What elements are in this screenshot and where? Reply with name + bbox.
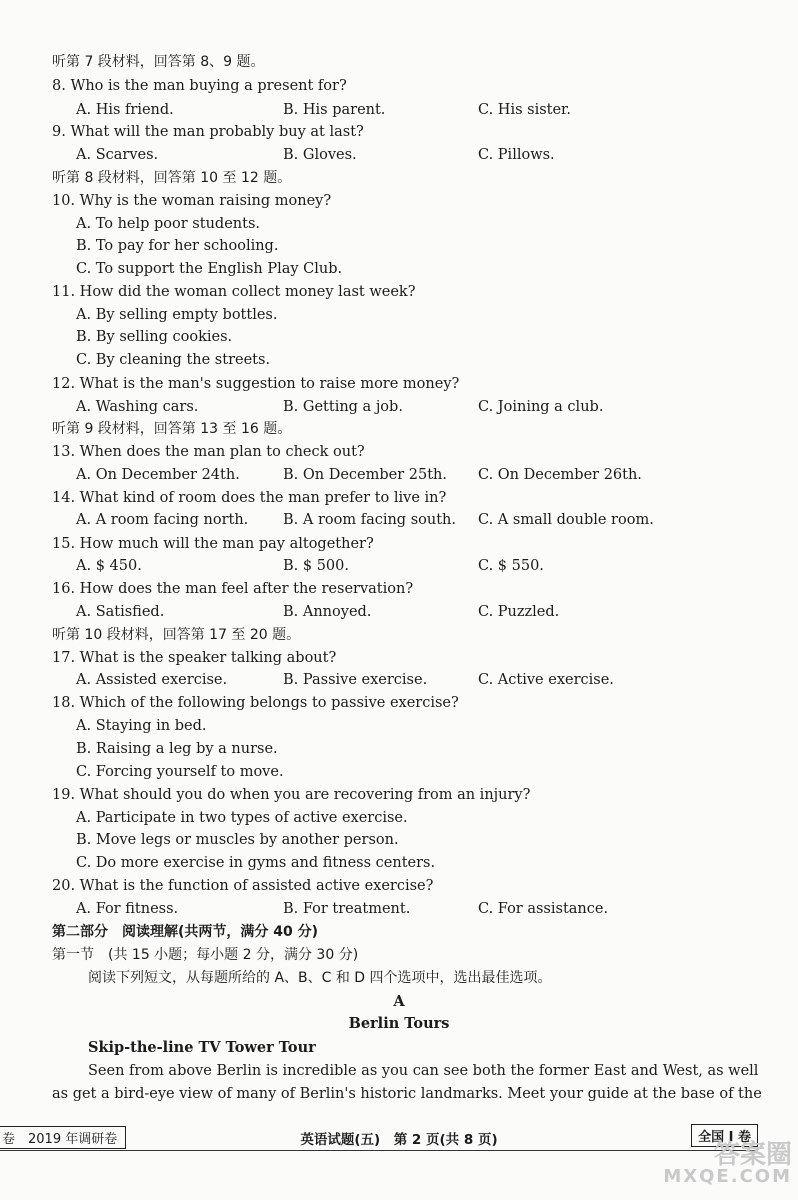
text-line: 8. Who is the man buying a present for? [52,78,347,94]
text-line: A. A room facing north. [76,512,249,528]
text-line: A. On December 24th. [76,467,240,483]
text-line: 听第 7 段材料，回答第 8、9 题。 [52,54,265,70]
text-line: C. Forcing yourself to move. [76,764,284,780]
text-line: 15. How much will the man pay altogether? [52,536,374,552]
text-line: A. Assisted exercise. [76,672,228,688]
text-line: C. By cleaning the streets. [76,352,271,368]
text-line: C. Do more exercise in gyms and fitness centers. [76,855,436,871]
text-line: C. To support the English Play Club. [76,261,343,277]
text-line: B. Passive exercise. [283,672,428,688]
text-line: 17. What is the speaker talking about? [52,650,337,666]
text-line: B. Move legs or muscles by another person. [76,832,399,848]
text-line: C. Joining a club. [478,399,604,415]
text-line: C. On December 26th. [478,467,642,483]
text-line: A. Scarves. [76,147,159,163]
text-line: A. By selling empty bottles. [76,307,278,323]
text-line: 11. How did the woman collect money last week? [52,284,416,300]
text-line: 14. What kind of room does the man prefer to live in? [52,490,447,506]
text-line: C. His sister. [478,102,572,118]
text-line: 听第 9 段材料，回答第 13 至 16 题。 [52,421,292,437]
text-line: 听第 10 段材料，回答第 17 至 20 题。 [52,627,301,643]
text-line: A. To help poor students. [76,216,260,232]
text-line: A. Washing cars. [76,399,199,415]
text-line: A. For fitness. [76,901,179,917]
text-line: B. Raising a leg by a nurse. [76,741,278,757]
text-line: 第二部分 阅读理解(共两节，满分 40 分) [52,924,319,940]
text-line: B. Getting a job. [283,399,403,415]
text-line: B. A room facing south. [283,512,456,528]
text-line: B. $ 500. [283,558,349,574]
watermark-top: 答案圈 [713,1140,792,1170]
text-line: 听第 8 段材料，回答第 10 至 12 题。 [52,170,292,186]
text-line: A. His friend. [76,102,174,118]
footer-page-info: 英语试题(五) 第 2 页(共 8 页) [300,1132,498,1148]
text-line: 10. Why is the woman raising money? [52,193,332,209]
site-watermark [642,1140,792,1194]
text-line: C. For assistance. [478,901,609,917]
text-line: C. $ 550. [478,558,544,574]
text-line: B. By selling cookies. [76,329,233,345]
text-line: B. For treatment. [283,901,411,917]
text-line: A. Staying in bed. [76,718,207,734]
text-line: B. On December 25th. [283,467,447,483]
text-line: 20. What is the function of assisted active exercise? [52,878,434,894]
text-line: A. Participate in two types of active exercise. [76,810,408,826]
text-line: B. Annoyed. [283,604,372,620]
text-line: 12. What is the man's suggestion to raise more money? [52,376,460,392]
text-line: 16. How does the man feel after the reservation? [52,581,414,597]
text-line: A. Satisfied. [76,604,165,620]
text-line: as get a bird-eye view of many of Berlin's historic landmarks. Meet your guide at the base of the [52,1086,762,1102]
text-line: C. Puzzled. [478,604,560,620]
text-line: B. Gloves. [283,147,357,163]
footer-paper-type: 全国 I 卷 [691,1124,758,1147]
text-line: 阅读下列短文，从每题所给的 A、B、C 和 D 四个选项中，选出最佳选项。 [88,970,552,986]
text-line: A [393,993,405,1010]
footer-left-label: 卷 2019 年调研卷 [0,1126,126,1149]
text-line: 18. Which of the following belongs to passive exercise? [52,695,459,711]
text-line: B. To pay for her schooling. [76,238,279,254]
watermark-bottom: MXQE.COM [663,1166,792,1187]
text-line: Seen from above Berlin is incredible as you can see both the former East and West, as well [88,1063,759,1079]
text-line: C. A small double room. [478,512,654,528]
text-line: A. $ 450. [76,558,142,574]
text-line: Berlin Tours [348,1015,450,1032]
text-line: C. Active exercise. [478,672,614,688]
text-line: 19. What should you do when you are recovering from an injury? [52,787,531,803]
text-line: 9. What will the man probably buy at last? [52,124,364,140]
text-line: C. Pillows. [478,147,555,163]
text-line: Skip-the-line TV Tower Tour [88,1039,316,1056]
text-line: 13. When does the man plan to check out? [52,444,365,460]
text-line: 第一节 (共 15 小题；每小题 2 分，满分 30 分) [52,947,359,963]
text-line: B. His parent. [283,102,386,118]
